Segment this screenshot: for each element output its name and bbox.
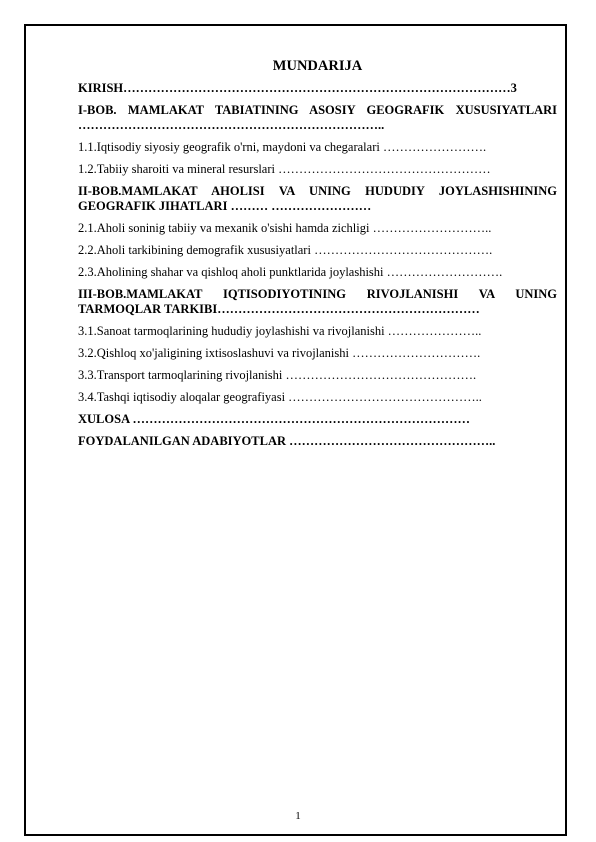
toc-entry-section-2-1: 2.1.Aholi soninig tabiiy va mexanik o'sishi hamda zichligi ………………………..	[78, 221, 492, 235]
page-number: 1	[295, 810, 301, 822]
toc-entry-section-2-2: 2.2.Aholi tarkibining demografik xususiyatlari …………………………………….	[78, 243, 493, 257]
toc-entry-section-1-1: 1.1.Iqtisodiy siyosiy geografik o'rni, maydoni va chegaralari …………………….	[78, 140, 487, 154]
toc-entry-section-3-3: 3.3.Transport tarmoqlarining rivojlanishi ……………………………………….	[78, 368, 477, 382]
toc-entry-xulosa: XULOSA ………………………………………………………………………	[78, 412, 471, 426]
page-title: MUNDARIJA	[272, 58, 363, 74]
table-of-contents	[78, 58, 557, 456]
toc-entry-chapter-2: II-BOB.MAMLAKAT AHOLISI VA UNING HUDUDIY JOYLASHISHINING GEOGRAFIK JIHATLARI ……… ……………………	[78, 184, 557, 213]
toc-entry-chapter-1: I-BOB. MAMLAKAT TABIATINING ASOSIY GEOGRAFIK XUSUSIYATLARI ………………………………………………………………..	[78, 103, 557, 132]
toc-entry-section-2-3: 2.3.Aholining shahar va qishloq aholi punktlarida joylashishi ……………………….	[78, 265, 503, 279]
toc-entry-section-3-1: 3.1.Sanoat tarmoqlarining hududiy joylashishi va rivojlanishi …………………..	[78, 324, 482, 338]
toc-entry-section-1-2: 1.2.Tabiiy sharoiti va mineral resurslari ……………………………………………	[78, 162, 491, 176]
toc-entry-references: FOYDALANILGAN ADABIYOTLAR …………………………………………..	[78, 434, 496, 448]
toc-entry-section-3-4: 3.4.Tashqi iqtisodiy aloqalar geografiyasi ………………………………………..	[78, 390, 482, 404]
toc-entry-section-3-2: 3.2.Qishloq xo'jaligining ixtisoslashuvi va rivojlanishi ………………………….	[78, 346, 481, 360]
toc-entry-kirish: KIRISH…………………………………………………………………………………3	[78, 81, 517, 95]
toc-entry-chapter-3: III-BOB.MAMLAKAT IQTISODIYOTINING RIVOJLANISHI VA UNING TARMOQLAR TARKIBI………………………………………………………	[78, 287, 557, 316]
